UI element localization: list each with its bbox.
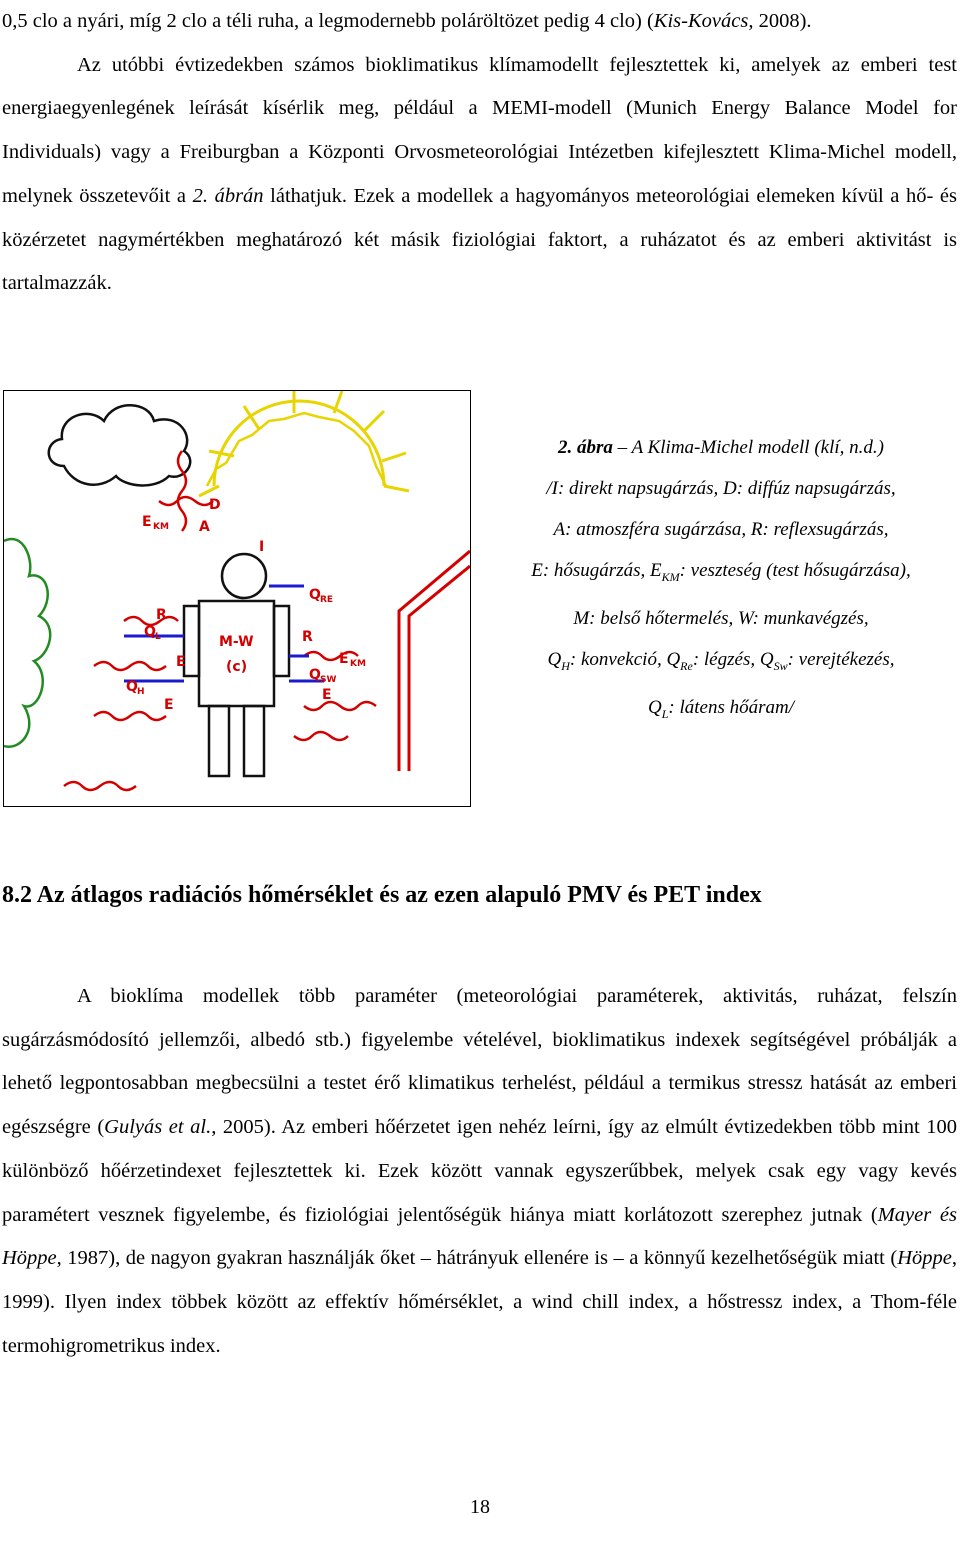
svg-text:SW: SW: [320, 675, 337, 685]
label-qsw: Q: [309, 667, 321, 683]
svg-text:H: H: [137, 687, 145, 697]
caption-line5: $Q_H$: konvekció, $Q_{Re}$: légzés, $Q_{Sw}$: verejtékezés,: [547, 648, 895, 673]
label-ekm-left: E: [142, 514, 152, 530]
house-icon: [399, 551, 470, 771]
citation-gulyas: Gulyás et al.: [104, 1116, 212, 1139]
citation-kis-kovacs: Kis-Kovács,: [653, 10, 754, 32]
label-e-bottom: E: [164, 697, 174, 713]
klima-michel-figure: [3, 390, 471, 807]
sun-icon: [199, 391, 409, 496]
label-mw: M-W: [219, 634, 254, 650]
label-qre: Q: [309, 587, 321, 603]
klima-michel-diagram: [4, 391, 470, 806]
citation-mayer: Mayer és Höppe: [2, 1203, 957, 1270]
page-number: 18: [470, 1496, 490, 1518]
caption-line4: M: belső hőtermelés, W: munkavégzés,: [573, 607, 869, 629]
label-qh: Q: [126, 679, 138, 695]
svg-text:L: L: [155, 632, 161, 642]
caption-line3: E: hősugárzás, $E_{KM}$: veszteség (test hősugárzása),: [531, 560, 911, 584]
figure-reference: 2. ábrán: [192, 184, 264, 207]
label-r-left: R: [156, 607, 167, 623]
label-d: D: [209, 497, 221, 513]
label-r-right: R: [302, 629, 313, 645]
label-ql: Q: [144, 624, 156, 640]
svg-text:KM: KM: [350, 659, 366, 669]
para1-line1: 0,5 clo a nyári, míg 2 clo a téli ruha, a legmodernebb poláröltözet pedig 4 clo) (: [2, 10, 654, 32]
label-c: (c): [226, 659, 248, 675]
tree-icon: [4, 539, 50, 747]
label-ekm-right: E: [339, 651, 349, 667]
caption-line6: $Q_L$: látens hőáram/: [647, 696, 795, 721]
figure-caption: 2. ábra – A Klima-Michel modell (klí, n.d.) /I: direkt napsugárzás, D: diffúz napsugárzás, A: atmoszféra sugárzása, R: reflexsugárzás, E: hősugárzás, $E_{KM}$: veszteség (test hősugárzása), M: belső hőtermelés, W: munkavégzés, $Q_H$: konvekció, $Q_{Re}$: légzés, $Q_{Sw}$: verejtékezés, $Q_L$: látens hőáram/: [486, 427, 956, 734]
label-a: A: [199, 519, 210, 535]
caption-line2: A: atmoszféra sugárzása, R: reflexsugárzás,: [553, 519, 889, 540]
cloud-icon: [49, 405, 190, 485]
caption-line1: /I: direkt napsugárzás, D: diffúz napsugárzás,: [546, 478, 896, 499]
section-heading: 8.2 Az átlagos radiációs hőmérséklet és az ezen alapuló PMV és PET index: [2, 882, 762, 908]
para1-body-end: láthatjuk. Ezek a modellek a hagyományos meteorológiai elemeken kívül a hő- és közérzetet nagymértékben meghatározó két másik fiziológiai faktort, a ruházatot és az emberi aktivitást is tartalmazzák.: [2, 184, 958, 295]
label-e-right: E: [322, 687, 332, 703]
paragraph-intro: 0,5 clo a nyári, míg 2 clo a téli ruha, a legmodernebb poláröltözet pedig 4 clo) (Kis-Kovács, 2008). Az utóbbi évtizedekben számos bioklimatikus klímamodellt fejlesztettek ki, amelyek az emberi test energiaegyenlegének leírását kísérlik meg, például a MEMI-modell (Munich Energy Balance Model for Individuals) vagy a Freiburgban a Központi Orvosmeteorológiai Intézetben kifejlesztett Klima-Michel modell, melynek összetevőit a 2. ábrán láthatjuk. Ezek a modellek a hagyományos meteorológiai elemeken kívül a hő- és közérzetet nagymértékben meghatározó két másik fiziológiai faktort, a ruházatot és az emberi aktivitást is tartalmazzák.: [2, 10, 958, 295]
svg-text:RE: RE: [320, 595, 334, 605]
label-i: I: [259, 539, 265, 555]
citation-hoppe: Höppe: [897, 1247, 952, 1270]
caption-title: 2. ábra: [558, 437, 613, 458]
label-e-left: E: [176, 654, 186, 670]
para1-body: Az utóbbi évtizedekben számos bioklimatikus klímamodellt fejlesztettek ki, amelyek az emberi test energiaegyenlegének leírását kísérlik meg, például a MEMI-modell (Munich Energy Balance Model for Individuals) vagy a Freiburgban a Központi Orvosmeteorológiai Intézetben kifejlesztett Klima-Michel modell, melynek összetevőit a: [2, 53, 957, 207]
para1-year: 2008: [758, 10, 800, 32]
svg-text:KM: KM: [153, 522, 169, 532]
paragraph-bioclimate: A bioklíma modellek több paraméter (meteorológiai paraméterek, aktivitás, ruházat, felszín sugárzásmódosító jellemzői, albedó stb.) figyelembe vételével, bioklimatikus indexek segítségével próbálják a lehető legpontosabban megbecsülni a testet érő klimatikus terhelést, például a termikus stressz hatását az emberi egészségre (Gulyás et al., 2005). Az emberi hőérzetet igen nehéz leírni, így az elmúlt évtizedekben több mint 100 különböző hőérzetindexet fejlesztettek ki. Ezek között vannak egyszerűbbek, melyek csak egy vagy kevés paramétert vesznek figyelembe, és fiziológiai jelentőségük hiánya miatt korlátozott szerephez jutnak (Mayer és Höppe, 1987), de nagyon gyakran használják őket – hátrányuk ellenére is – a könnyű kezelhetőségük miatt (Höppe, 1999). Ilyen index többek között az effektív hőmérséklet, a wind chill index, a hőstressz index, a Thom-féle termohigrometrikus index.: [2, 985, 957, 1357]
